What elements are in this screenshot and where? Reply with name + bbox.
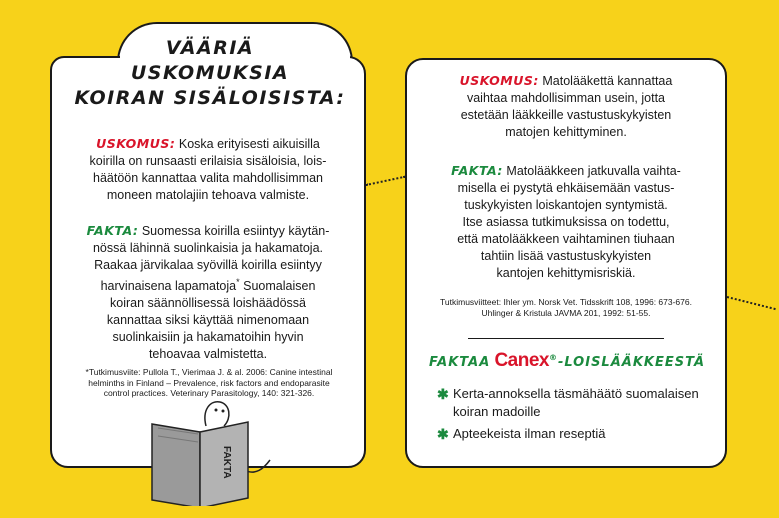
- text-line: tahtiin lisää vastustuskykyisten: [480, 249, 652, 263]
- citation-line: Tutkimusviitteet: Ihler ym. Norsk Vet. Tidsskrift 108, 1996: 673-676.: [440, 297, 692, 307]
- citation-line: Uhlinger & Kristula JAVMA 201, 1992: 51-55.: [481, 307, 651, 318]
- text-line: kannattaa siksi käyttää nimenomaan: [106, 313, 310, 328]
- text-line: moneen matolajiin tehoava valmiste.: [106, 188, 310, 202]
- text-line: suolinkaisiin ja hakamatoihin hyvin: [112, 330, 304, 345]
- footnote-marker: *: [236, 277, 240, 287]
- text-line: Suomalaisen: [243, 279, 316, 294]
- asterisk-bullet-icon: ✱: [437, 426, 449, 442]
- myth-label: USKOMUS:: [459, 73, 539, 88]
- text-line: misella ei pystytä ehkäisemään vastus-: [457, 181, 675, 195]
- right-fact-paragraph: [412, 162, 720, 282]
- right-myth-paragraph: [412, 72, 720, 141]
- text-line: koiran säännöllisessä loishäädössä: [110, 296, 306, 311]
- text-line: estetään lääkkeille vastustuskykyisten: [460, 108, 672, 122]
- text-line: häätöön kannattaa valita mahdollisimman: [93, 171, 323, 185]
- fact-label: FAKTA:: [451, 163, 503, 178]
- myth-label: USKOMUS:: [96, 136, 176, 151]
- left-fact-paragraph: [56, 222, 360, 363]
- dotted-connector-right: [727, 296, 776, 310]
- title-line-3: KOIRAN SISÄLOISISTA:: [74, 87, 346, 109]
- book-illustration: [144, 396, 274, 506]
- text-line: että matolääkkeen vaihtaminen tiuhaan: [457, 232, 675, 246]
- footnote-line: control practices. Veterinary Parasitology, 140: 321-326.: [103, 388, 315, 398]
- brand-heading-post: -LOISLÄÄKKEESTÄ: [557, 355, 706, 370]
- footnote-line: *Tutkimusviite: Pullola T., Vierimaa J. & al. 2006: Canine intestinal: [85, 367, 333, 377]
- right-citation: [416, 297, 716, 318]
- dotted-connector-left: [366, 176, 406, 186]
- text-line: Raakaa järvikalaa syövillä koirilla esiintyy: [94, 258, 322, 272]
- text-line: Koska erityisesti aikuisilla: [178, 137, 320, 151]
- footnote-line: helminths in Finland – Prevalence, risk factors and endoparasite: [88, 377, 330, 388]
- worm-head-icon: [205, 402, 229, 426]
- left-footnote: [64, 367, 354, 399]
- brand-heading-pre: FAKTAA: [428, 355, 491, 370]
- text-line: Itse asiassa tutkimuksissa on todettu,: [462, 215, 670, 229]
- benefits-list: [437, 385, 717, 447]
- text-line: harvinaisena lapamatoja: [100, 279, 237, 294]
- text-line: kantojen kehittymisriskiä.: [496, 266, 636, 280]
- text-line: nössä lähinnä suolinkaisia ja hakamatoja.: [92, 241, 323, 255]
- list-item: [437, 385, 717, 421]
- brand-heading: [408, 350, 726, 372]
- list-item-text: Apteekeista ilman reseptiä: [453, 426, 606, 441]
- list-item-text: Kerta-annoksella täsmähäätö suomalaisen koiran madoille: [453, 386, 699, 419]
- text-line: tehoavaa valmistetta.: [148, 347, 268, 362]
- book-label: FAKTA: [221, 446, 232, 479]
- fact-label: FAKTA:: [86, 223, 139, 238]
- canex-logo: Canex: [494, 350, 549, 371]
- asterisk-bullet-icon: ✱: [437, 386, 449, 402]
- left-myth-paragraph: [56, 135, 360, 204]
- text-line: Matolääkkeen jatkuvalla vaihta-: [506, 164, 681, 178]
- page-title: [60, 36, 360, 111]
- text-line: vaihtaa mahdollisimman usein, jotta: [466, 91, 666, 105]
- text-line: matojen kehittyminen.: [505, 125, 627, 139]
- title-line-2: USKOMUKSIA: [130, 62, 290, 84]
- trademark-mark: ®: [548, 353, 558, 362]
- list-item: [437, 425, 717, 443]
- text-line: Matolääkettä kannattaa: [542, 74, 673, 88]
- text-line: koirilla on runsaasti erilaisia sisäloisia, lois-: [89, 154, 327, 168]
- divider: [468, 338, 664, 339]
- text-line: Suomessa koirilla esiintyy käytän-: [141, 224, 330, 238]
- title-line-1: VÄÄRIÄ: [165, 37, 255, 59]
- text-line: tuskykyisten loiskantojen syntymistä.: [464, 198, 668, 212]
